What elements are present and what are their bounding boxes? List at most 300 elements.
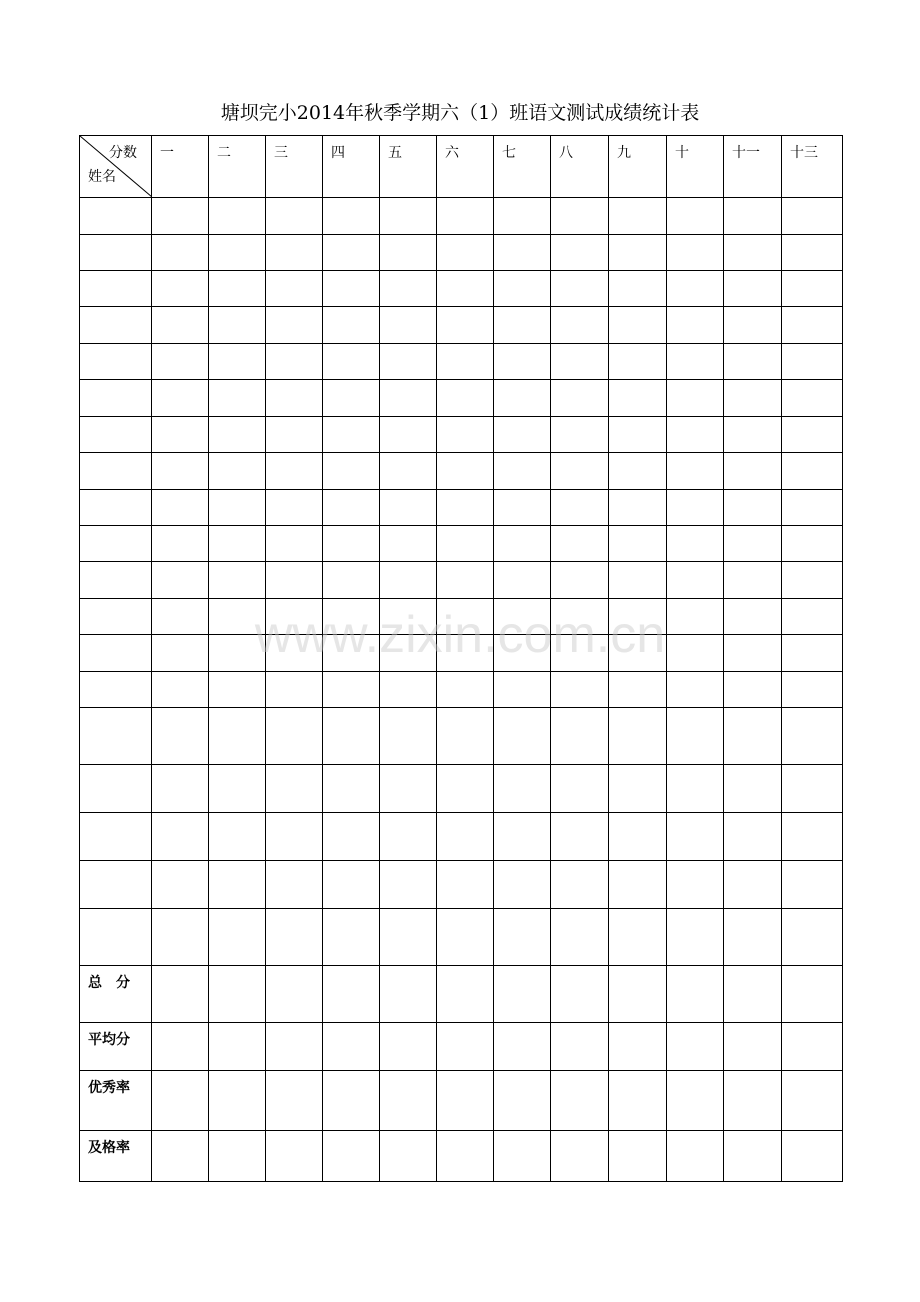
score-cell[interactable] (323, 380, 380, 417)
score-cell[interactable] (152, 198, 209, 235)
score-cell[interactable] (209, 490, 266, 526)
score-cell[interactable] (209, 765, 266, 813)
score-cell[interactable] (380, 635, 437, 672)
score-cell[interactable] (551, 490, 609, 526)
score-cell[interactable] (323, 672, 380, 708)
summary-value-cell[interactable] (609, 1023, 667, 1071)
score-cell[interactable] (266, 453, 323, 490)
header-row (80, 136, 843, 198)
student-name-cell[interactable] (80, 307, 152, 344)
score-cell[interactable] (323, 909, 380, 966)
score-cell[interactable] (609, 490, 667, 526)
score-cell[interactable] (437, 417, 494, 453)
score-cell[interactable] (380, 417, 437, 453)
score-cell[interactable] (609, 307, 667, 344)
score-cell[interactable] (152, 380, 209, 417)
summary-value-cell[interactable] (551, 1023, 609, 1071)
score-cell[interactable] (551, 271, 609, 307)
score-cell[interactable] (437, 813, 494, 861)
summary-value-cell[interactable] (667, 1023, 724, 1071)
score-cell[interactable] (494, 765, 551, 813)
score-cell[interactable] (724, 380, 782, 417)
summary-value-cell[interactable] (209, 1071, 266, 1131)
score-cell[interactable] (380, 344, 437, 380)
score-cell[interactable] (380, 271, 437, 307)
summary-value-cell[interactable] (494, 1071, 551, 1131)
summary-value-cell[interactable] (380, 1023, 437, 1071)
score-cell[interactable] (551, 417, 609, 453)
score-cell[interactable] (437, 271, 494, 307)
summary-value-cell[interactable] (323, 1071, 380, 1131)
summary-value-cell[interactable] (724, 1071, 782, 1131)
score-cell[interactable] (209, 526, 266, 562)
score-cell[interactable] (266, 380, 323, 417)
score-cell[interactable] (782, 672, 843, 708)
score-cell[interactable] (724, 599, 782, 635)
score-cell[interactable] (209, 417, 266, 453)
score-cell[interactable] (609, 453, 667, 490)
score-cell[interactable] (782, 344, 843, 380)
score-cell[interactable] (437, 909, 494, 966)
score-cell[interactable] (724, 861, 782, 909)
score-cell[interactable] (494, 526, 551, 562)
score-cell[interactable] (380, 909, 437, 966)
score-cell[interactable] (494, 417, 551, 453)
score-cell[interactable] (323, 813, 380, 861)
score-cell[interactable] (782, 708, 843, 765)
score-cell[interactable] (494, 490, 551, 526)
summary-value-cell[interactable] (609, 966, 667, 1023)
score-cell[interactable] (667, 271, 724, 307)
score-cell[interactable] (551, 380, 609, 417)
score-cell[interactable] (551, 453, 609, 490)
score-cell[interactable] (782, 453, 843, 490)
student-name-cell[interactable] (80, 635, 152, 672)
score-cell[interactable] (266, 861, 323, 909)
score-cell[interactable] (152, 417, 209, 453)
score-cell[interactable] (380, 765, 437, 813)
score-cell[interactable] (724, 235, 782, 271)
score-cell[interactable] (209, 635, 266, 672)
summary-value-cell[interactable] (667, 966, 724, 1023)
summary-value-cell[interactable] (667, 1071, 724, 1131)
summary-value-cell[interactable] (494, 1131, 551, 1182)
score-cell[interactable] (667, 490, 724, 526)
score-cell[interactable] (266, 417, 323, 453)
summary-value-cell[interactable] (209, 1023, 266, 1071)
score-cell[interactable] (667, 307, 724, 344)
score-cell[interactable] (323, 562, 380, 599)
score-cell[interactable] (380, 813, 437, 861)
summary-value-cell[interactable] (266, 1023, 323, 1071)
summary-value-cell[interactable] (152, 1023, 209, 1071)
summary-value-cell[interactable] (437, 1071, 494, 1131)
score-cell[interactable] (551, 599, 609, 635)
score-cell[interactable] (667, 599, 724, 635)
score-cell[interactable] (437, 380, 494, 417)
score-cell[interactable] (551, 344, 609, 380)
student-name-cell[interactable] (80, 708, 152, 765)
score-cell[interactable] (494, 861, 551, 909)
score-cell[interactable] (266, 813, 323, 861)
score-cell[interactable] (209, 909, 266, 966)
score-cell[interactable] (323, 453, 380, 490)
score-cell[interactable] (209, 672, 266, 708)
score-cell[interactable] (380, 453, 437, 490)
score-cell[interactable] (609, 708, 667, 765)
score-cell[interactable] (609, 765, 667, 813)
score-cell[interactable] (551, 909, 609, 966)
score-cell[interactable] (266, 307, 323, 344)
score-cell[interactable] (551, 708, 609, 765)
score-cell[interactable] (266, 198, 323, 235)
score-cell[interactable] (437, 453, 494, 490)
score-cell[interactable] (782, 635, 843, 672)
score-cell[interactable] (494, 198, 551, 235)
summary-value-cell[interactable] (782, 1131, 843, 1182)
score-cell[interactable] (609, 635, 667, 672)
score-cell[interactable] (266, 708, 323, 765)
score-cell[interactable] (782, 417, 843, 453)
score-cell[interactable] (152, 861, 209, 909)
summary-value-cell[interactable] (323, 1023, 380, 1071)
score-cell[interactable] (266, 635, 323, 672)
summary-value-cell[interactable] (494, 966, 551, 1023)
student-name-cell[interactable] (80, 562, 152, 599)
score-cell[interactable] (437, 599, 494, 635)
score-cell[interactable] (380, 672, 437, 708)
score-cell[interactable] (266, 235, 323, 271)
score-cell[interactable] (551, 813, 609, 861)
score-cell[interactable] (667, 765, 724, 813)
summary-value-cell[interactable] (152, 1131, 209, 1182)
score-cell[interactable] (266, 271, 323, 307)
score-cell[interactable] (437, 635, 494, 672)
score-cell[interactable] (437, 198, 494, 235)
summary-value-cell[interactable] (494, 1023, 551, 1071)
score-cell[interactable] (667, 813, 724, 861)
score-cell[interactable] (782, 526, 843, 562)
score-cell[interactable] (724, 307, 782, 344)
score-cell[interactable] (782, 861, 843, 909)
score-cell[interactable] (152, 909, 209, 966)
score-cell[interactable] (724, 562, 782, 599)
score-cell[interactable] (494, 813, 551, 861)
score-cell[interactable] (782, 599, 843, 635)
score-cell[interactable] (152, 813, 209, 861)
score-cell[interactable] (667, 672, 724, 708)
score-cell[interactable] (323, 271, 380, 307)
summary-value-cell[interactable] (152, 966, 209, 1023)
summary-value-cell[interactable] (266, 1071, 323, 1131)
score-cell[interactable] (494, 599, 551, 635)
score-cell[interactable] (323, 198, 380, 235)
score-cell[interactable] (724, 453, 782, 490)
summary-value-cell[interactable] (266, 1131, 323, 1182)
score-cell[interactable] (724, 526, 782, 562)
score-cell[interactable] (266, 490, 323, 526)
score-cell[interactable] (551, 198, 609, 235)
score-cell[interactable] (437, 672, 494, 708)
summary-value-cell[interactable] (437, 1131, 494, 1182)
score-cell[interactable] (437, 235, 494, 271)
student-name-cell[interactable] (80, 765, 152, 813)
score-cell[interactable] (209, 453, 266, 490)
score-cell[interactable] (609, 198, 667, 235)
score-cell[interactable] (380, 526, 437, 562)
summary-value-cell[interactable] (437, 1023, 494, 1071)
score-cell[interactable] (551, 562, 609, 599)
student-name-cell[interactable] (80, 490, 152, 526)
score-cell[interactable] (152, 344, 209, 380)
score-cell[interactable] (266, 909, 323, 966)
summary-value-cell[interactable] (724, 1131, 782, 1182)
score-cell[interactable] (209, 344, 266, 380)
score-cell[interactable] (494, 708, 551, 765)
summary-value-cell[interactable] (551, 1071, 609, 1131)
score-cell[interactable] (551, 672, 609, 708)
score-cell[interactable] (152, 453, 209, 490)
score-cell[interactable] (667, 526, 724, 562)
score-cell[interactable] (667, 635, 724, 672)
score-cell[interactable] (266, 765, 323, 813)
score-cell[interactable] (266, 599, 323, 635)
student-name-cell[interactable] (80, 599, 152, 635)
score-cell[interactable] (323, 765, 380, 813)
student-name-cell[interactable] (80, 813, 152, 861)
summary-value-cell[interactable] (609, 1131, 667, 1182)
score-cell[interactable] (323, 861, 380, 909)
score-cell[interactable] (609, 417, 667, 453)
score-cell[interactable] (266, 526, 323, 562)
score-cell[interactable] (724, 765, 782, 813)
score-cell[interactable] (609, 909, 667, 966)
score-cell[interactable] (437, 490, 494, 526)
score-cell[interactable] (494, 909, 551, 966)
score-cell[interactable] (437, 526, 494, 562)
score-cell[interactable] (609, 235, 667, 271)
score-cell[interactable] (609, 380, 667, 417)
score-cell[interactable] (782, 813, 843, 861)
student-name-cell[interactable] (80, 380, 152, 417)
summary-value-cell[interactable] (609, 1071, 667, 1131)
score-cell[interactable] (551, 635, 609, 672)
score-cell[interactable] (380, 599, 437, 635)
score-cell[interactable] (724, 672, 782, 708)
score-cell[interactable] (209, 599, 266, 635)
score-cell[interactable] (494, 562, 551, 599)
score-cell[interactable] (551, 307, 609, 344)
summary-value-cell[interactable] (782, 966, 843, 1023)
score-cell[interactable] (782, 765, 843, 813)
score-cell[interactable] (437, 861, 494, 909)
score-cell[interactable] (782, 562, 843, 599)
score-cell[interactable] (152, 708, 209, 765)
score-cell[interactable] (266, 672, 323, 708)
score-cell[interactable] (437, 562, 494, 599)
column-header: 三 (266, 136, 323, 198)
summary-value-cell[interactable] (323, 966, 380, 1023)
summary-value-cell[interactable] (782, 1023, 843, 1071)
score-cell[interactable] (667, 198, 724, 235)
summary-value-cell[interactable] (667, 1131, 724, 1182)
score-cell[interactable] (494, 380, 551, 417)
summary-value-cell[interactable] (724, 1023, 782, 1071)
score-cell[interactable] (551, 861, 609, 909)
score-cell[interactable] (152, 599, 209, 635)
score-cell[interactable] (152, 490, 209, 526)
score-cell[interactable] (609, 562, 667, 599)
score-cell[interactable] (380, 490, 437, 526)
score-cell[interactable] (667, 417, 724, 453)
score-cell[interactable] (494, 672, 551, 708)
score-cell[interactable] (209, 861, 266, 909)
score-cell[interactable] (724, 417, 782, 453)
score-cell[interactable] (152, 271, 209, 307)
score-cell[interactable] (667, 562, 724, 599)
score-cell[interactable] (437, 344, 494, 380)
summary-value-cell[interactable] (209, 966, 266, 1023)
score-cell[interactable] (724, 708, 782, 765)
score-cell[interactable] (667, 453, 724, 490)
score-cell[interactable] (551, 526, 609, 562)
score-cell[interactable] (667, 235, 724, 271)
score-cell[interactable] (782, 198, 843, 235)
score-cell[interactable] (609, 813, 667, 861)
summary-value-cell[interactable] (724, 966, 782, 1023)
score-cell[interactable] (209, 198, 266, 235)
score-cell[interactable] (724, 344, 782, 380)
summary-value-cell[interactable] (551, 966, 609, 1023)
score-cell[interactable] (323, 526, 380, 562)
score-cell[interactable] (380, 380, 437, 417)
score-cell[interactable] (782, 490, 843, 526)
summary-value-cell[interactable] (323, 1131, 380, 1182)
score-cell[interactable] (209, 813, 266, 861)
score-cell[interactable] (380, 708, 437, 765)
score-cell[interactable] (494, 344, 551, 380)
score-cell[interactable] (609, 861, 667, 909)
student-name-cell[interactable] (80, 909, 152, 966)
summary-label: 总 分 (88, 975, 130, 991)
score-cell[interactable] (209, 708, 266, 765)
score-cell[interactable] (323, 635, 380, 672)
score-cell[interactable] (380, 235, 437, 271)
score-cell[interactable] (609, 599, 667, 635)
score-cell[interactable] (609, 672, 667, 708)
score-cell[interactable] (551, 235, 609, 271)
summary-value-cell[interactable] (380, 966, 437, 1023)
score-cell[interactable] (152, 562, 209, 599)
score-cell[interactable] (380, 562, 437, 599)
score-cell[interactable] (152, 526, 209, 562)
score-cell[interactable] (323, 708, 380, 765)
score-cell[interactable] (152, 672, 209, 708)
summary-value-cell[interactable] (266, 966, 323, 1023)
summary-value-cell[interactable] (209, 1131, 266, 1182)
student-name-cell[interactable] (80, 235, 152, 271)
student-name-cell[interactable] (80, 672, 152, 708)
score-cell[interactable] (551, 765, 609, 813)
student-name-cell[interactable] (80, 271, 152, 307)
student-name-cell[interactable] (80, 453, 152, 490)
student-name-cell[interactable] (80, 417, 152, 453)
summary-value-cell[interactable] (782, 1071, 843, 1131)
score-cell[interactable] (609, 526, 667, 562)
score-cell[interactable] (782, 235, 843, 271)
score-cell[interactable] (494, 271, 551, 307)
score-cell[interactable] (323, 235, 380, 271)
score-cell[interactable] (209, 271, 266, 307)
score-cell[interactable] (667, 344, 724, 380)
score-cell[interactable] (494, 307, 551, 344)
student-row (80, 490, 843, 526)
score-cell[interactable] (266, 344, 323, 380)
score-cell[interactable] (209, 380, 266, 417)
score-cell[interactable] (609, 271, 667, 307)
summary-value-cell[interactable] (437, 966, 494, 1023)
score-cell[interactable] (667, 909, 724, 966)
score-cell[interactable] (782, 307, 843, 344)
score-cell[interactable] (437, 307, 494, 344)
score-cell[interactable] (724, 813, 782, 861)
score-cell[interactable] (667, 861, 724, 909)
score-cell[interactable] (609, 344, 667, 380)
score-cell[interactable] (380, 198, 437, 235)
score-cell[interactable] (152, 635, 209, 672)
student-name-cell[interactable] (80, 526, 152, 562)
summary-value-cell[interactable] (380, 1131, 437, 1182)
score-cell[interactable] (380, 307, 437, 344)
score-cell[interactable] (209, 307, 266, 344)
score-cell[interactable] (437, 765, 494, 813)
score-cell[interactable] (667, 708, 724, 765)
score-cell[interactable] (266, 562, 323, 599)
summary-value-cell[interactable] (152, 1071, 209, 1131)
score-cell[interactable] (724, 635, 782, 672)
summary-value-cell[interactable] (380, 1071, 437, 1131)
score-cell[interactable] (323, 307, 380, 344)
score-cell[interactable] (494, 235, 551, 271)
score-cell[interactable] (437, 708, 494, 765)
score-cell[interactable] (209, 562, 266, 599)
score-cell[interactable] (323, 344, 380, 380)
score-cell[interactable] (667, 380, 724, 417)
score-cell[interactable] (380, 861, 437, 909)
score-cell[interactable] (323, 417, 380, 453)
student-name-cell[interactable] (80, 344, 152, 380)
score-cell[interactable] (782, 909, 843, 966)
score-cell[interactable] (323, 599, 380, 635)
score-cell[interactable] (152, 307, 209, 344)
score-cell[interactable] (323, 490, 380, 526)
score-cell[interactable] (152, 235, 209, 271)
student-name-cell[interactable] (80, 861, 152, 909)
score-cell[interactable] (494, 453, 551, 490)
student-row (80, 417, 843, 453)
score-cell[interactable] (724, 198, 782, 235)
summary-value-cell[interactable] (551, 1131, 609, 1182)
student-name-cell[interactable] (80, 198, 152, 235)
score-cell[interactable] (782, 271, 843, 307)
score-cell[interactable] (724, 271, 782, 307)
score-cell[interactable] (724, 490, 782, 526)
score-cell[interactable] (724, 909, 782, 966)
score-cell[interactable] (209, 235, 266, 271)
score-cell[interactable] (494, 635, 551, 672)
score-cell[interactable] (782, 380, 843, 417)
score-cell[interactable] (152, 765, 209, 813)
